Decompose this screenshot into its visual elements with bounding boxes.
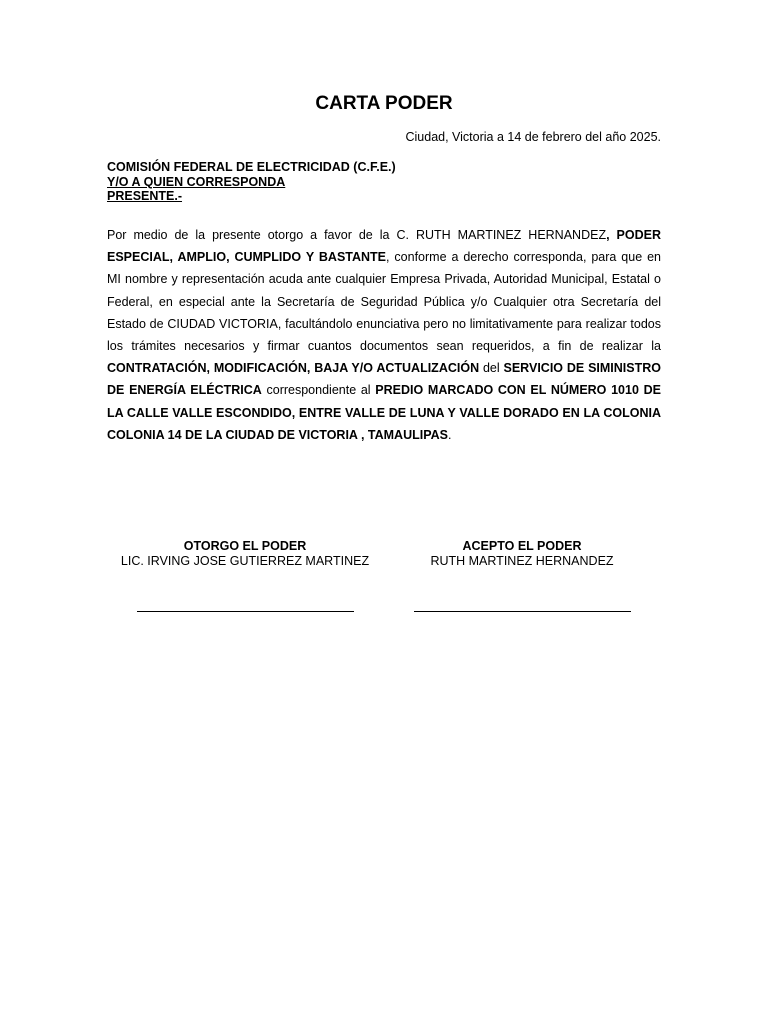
body-bold-segment-powers: , PODER ESPECIAL, AMPLIO, CUMPLIDO Y BASTANTE <box>107 228 661 265</box>
body-text-segment-1: Por medio de la presente otorgo a favor de la C. RUTH MARTINEZ HERNANDEZ <box>107 228 607 242</box>
body-text-segment-5: . <box>448 427 452 442</box>
date-line: Ciudad, Victoria a 14 de febrero del año 2025. <box>405 130 661 144</box>
body-bold-segment-service: SERVICIO DE SIMINISTRO DE ENERGÍA ELÉCTRICA <box>107 361 661 398</box>
grantee-role: ACEPTO EL PODER <box>462 539 582 553</box>
grantee-name: RUTH MARTINEZ HERNANDEZ <box>430 554 614 568</box>
grantor-name: LIC. IRVING JOSE GUTIERREZ MARTINEZ <box>120 554 370 568</box>
signature-line-grantor <box>137 611 354 612</box>
addressee-line-3: PRESENTE.- <box>107 189 183 203</box>
body-paragraph <box>107 224 661 446</box>
body-bold-segment-actions: CONTRATACIÓN, MODIFICACIÓN, BAJA Y/O ACTUALIZACIÓN <box>107 361 480 376</box>
addressee-line-1: COMISIÓN FEDERAL DE ELECTRICIDAD (C.F.E.) <box>107 160 396 174</box>
body-text-segment-2: , conforme a derecho corresponda, para que en MI nombre y representación acuda ante cualquier Empresa Privada, Autoridad Municipal, Estatal o Federal, en especial ante la Secretaría de Seguridad Pública y/o Cualquier otra Secretaría del Estado de CIUDAD VICTORIA, facultándolo enunciativa pero no limitativamente para realizar todos los trámites necesarios y firmar cuantos documentos sean requeridos, a fin de realizar la <box>107 250 661 354</box>
grantor-role: OTORGO EL PODER <box>183 539 307 553</box>
addressee-line-2: Y/O A QUIEN CORRESPONDA <box>107 174 286 189</box>
signature-block-grantee <box>372 539 672 569</box>
document-title: CARTA PODER <box>315 93 453 114</box>
addressee-block <box>107 160 396 204</box>
signature-line-grantee <box>414 611 631 612</box>
body-bold-segment-property: PREDIO MARCADO CON EL NÚMERO 1010 DE LA CALLE VALLE ESCONDIDO, ENTRE VALLE DE LUNA Y VALLE DORADO EN LA COLONIA COLONIA 14 DE LA CIUDAD DE VICTORIA , TAMAULIPAS <box>107 383 661 442</box>
body-text-segment-4: correspondiente al <box>261 383 376 398</box>
signature-block-grantor <box>95 539 395 569</box>
body-text-segment-3: del <box>479 361 504 376</box>
